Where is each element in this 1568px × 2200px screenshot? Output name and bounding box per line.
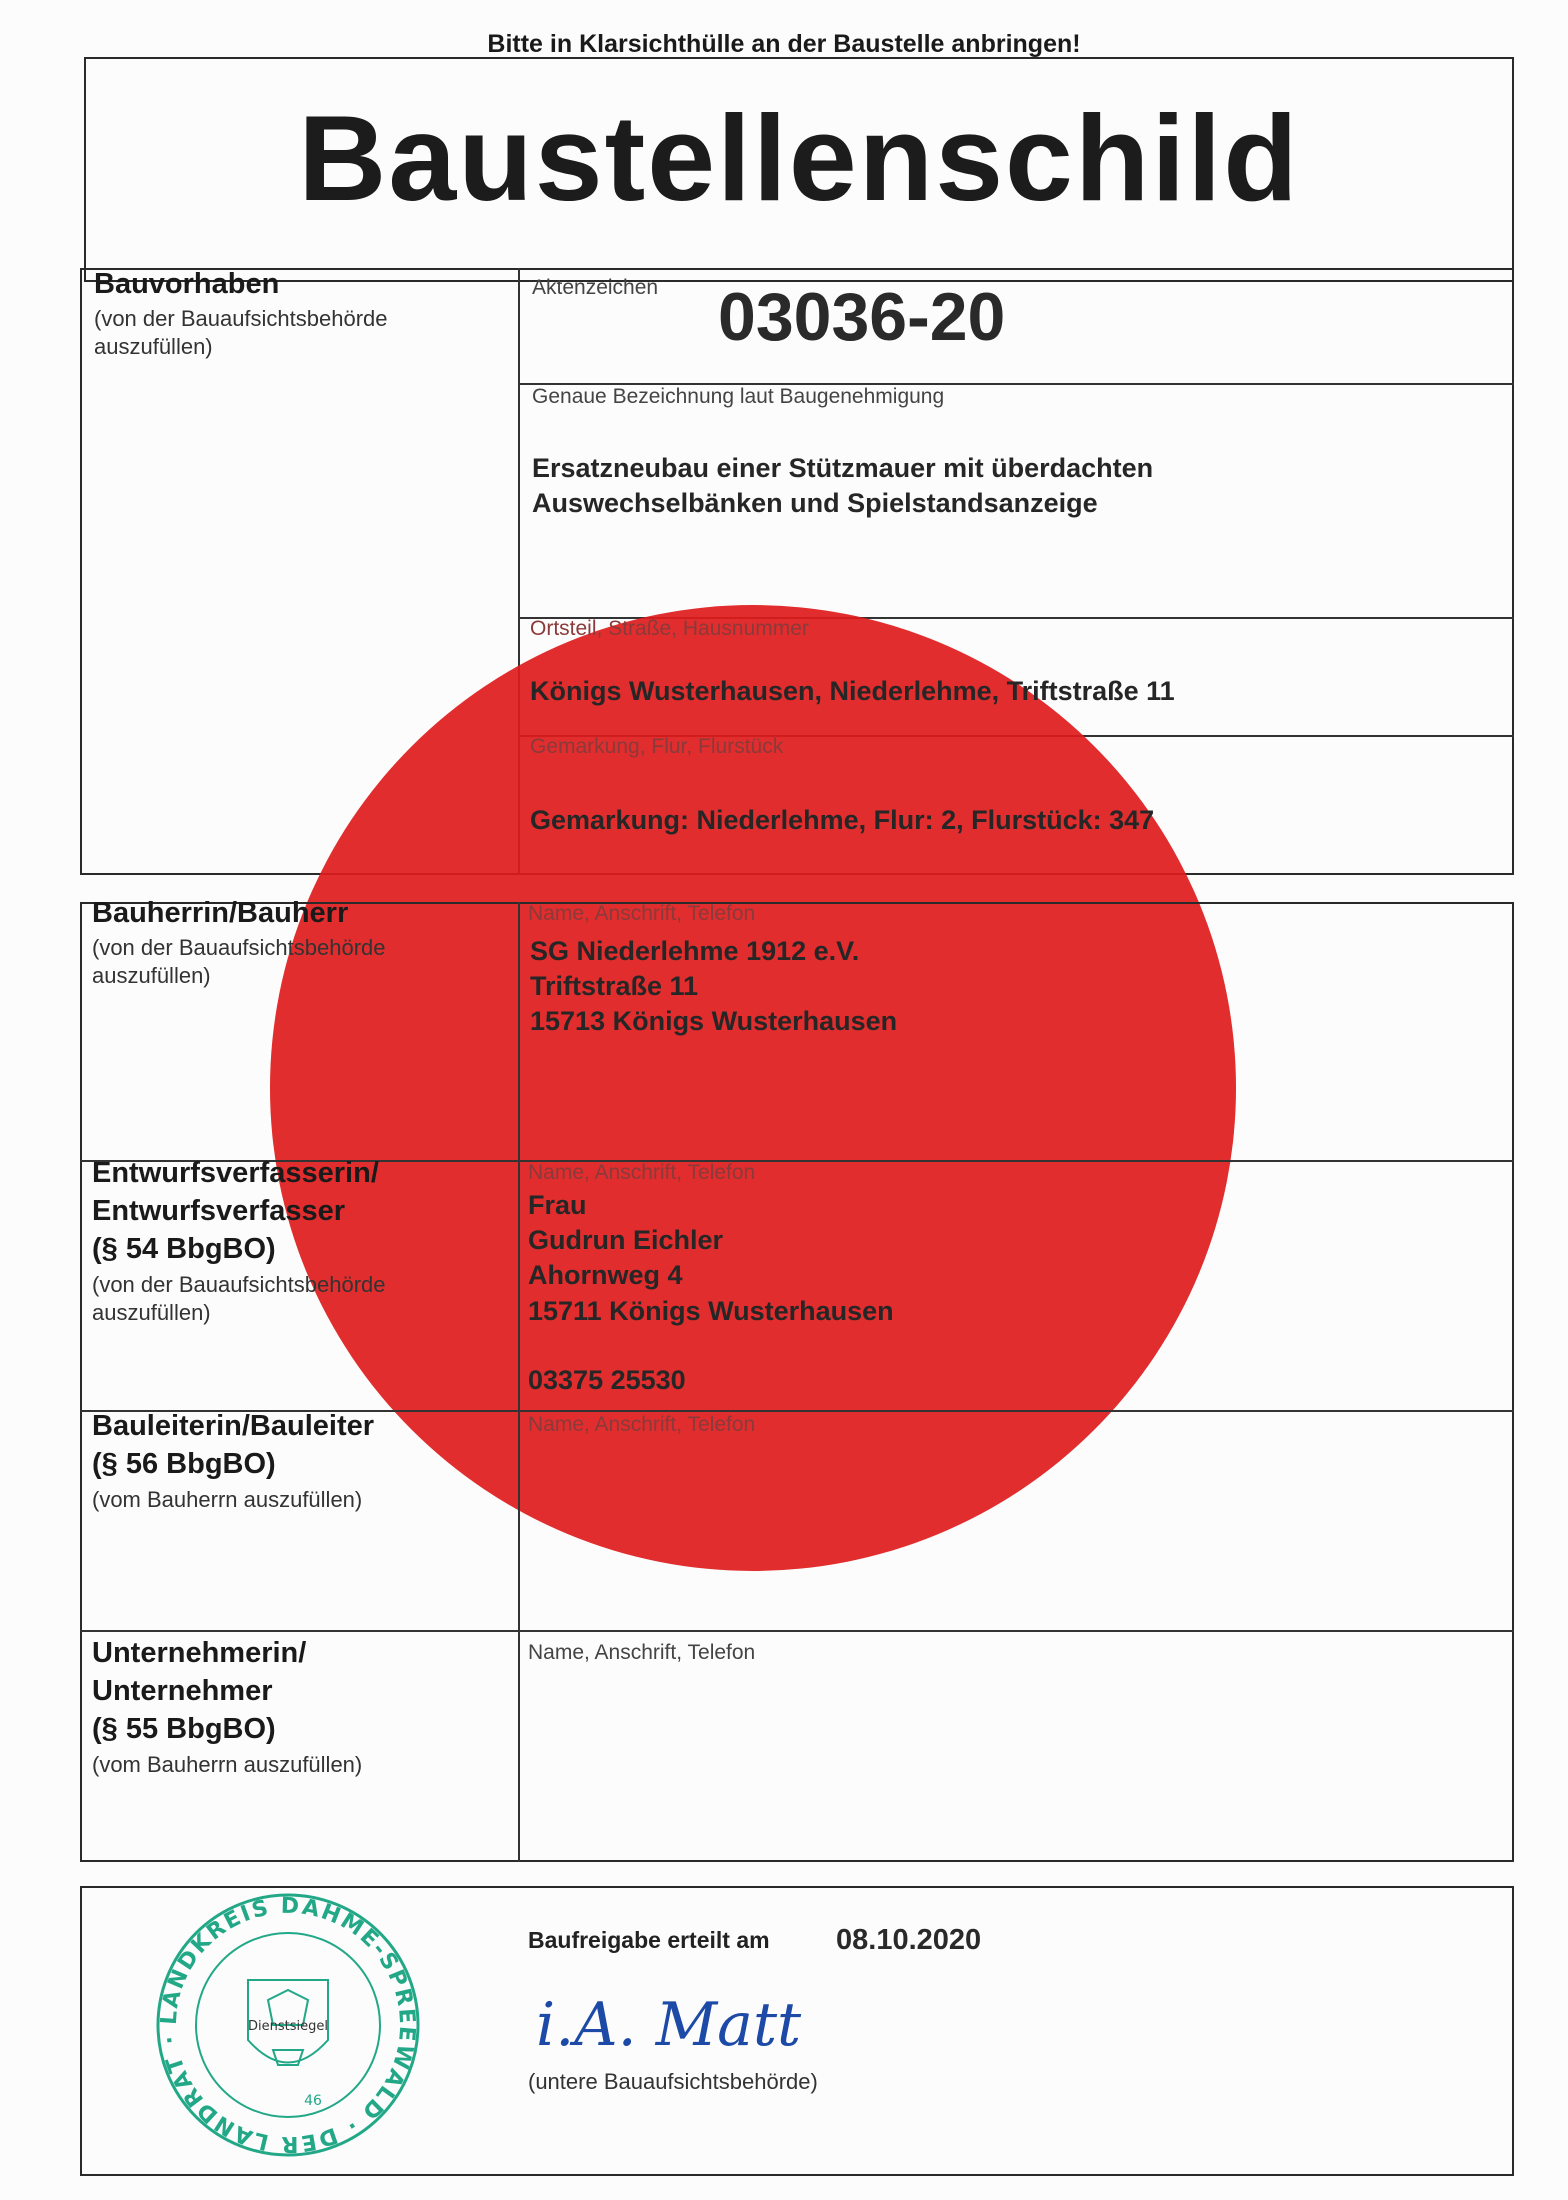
parties-frame — [80, 902, 1514, 1862]
bezeichnung-line-1: Ersatzneubau einer Stützmauer mit überdachten — [532, 453, 1154, 483]
bauherr-line-2: Triftstraße 11 — [530, 971, 699, 1001]
entwurf-heading-line-2: Entwurfsverfasser — [92, 1195, 346, 1227]
entwurf-sub: (von der Bauaufsichtsbehörde auszufüllen) — [92, 1272, 386, 1325]
top-note: Bitte in Klarsichthülle an der Baustelle anbringen! — [487, 30, 1081, 58]
entwurf-heading-line-3: (§ 54 BbgBO) — [92, 1233, 276, 1265]
bauherr-line-3: 15713 Königs Wusterhausen — [530, 1006, 898, 1036]
signature: i.A. Matt — [536, 1990, 802, 2060]
parties-divider — [518, 902, 520, 1862]
unternehmer-heading-line-3: (§ 55 BbgBO) — [92, 1713, 276, 1745]
entwurf-line-4: 15711 Königs Wusterhausen — [528, 1296, 894, 1326]
bezeichnung-label: Genaue Bezeichnung laut Baugenehmigung — [532, 385, 945, 408]
gemarkung-value: Gemarkung: Niederlehme, Flur: 2, Flurstück: 347 — [530, 805, 1155, 835]
unternehmer-heading-line-2: Unternehmer — [92, 1675, 273, 1707]
entwurf-phone: 03375 25530 — [528, 1365, 686, 1395]
bauherr-field-label: Name, Anschrift, Telefon — [528, 902, 756, 925]
bauleiter-heading-line-1: Bauleiterin/Bauleiter — [92, 1410, 375, 1442]
aktenzeichen-label: Aktenzeichen — [532, 276, 659, 299]
divider — [80, 1630, 1514, 1632]
entwurf-line-2: Gudrun Eichler — [528, 1225, 724, 1255]
gemarkung-label: Gemarkung, Flur, Flurstück — [530, 735, 784, 758]
bauleiter-field-label: Name, Anschrift, Telefon — [528, 1413, 756, 1436]
bauherr-sub: (von der Bauaufsichtsbehörde auszufüllen) — [92, 935, 386, 988]
bauherr-line-1: SG Niederlehme 1912 e.V. — [530, 936, 860, 966]
bauherr-heading: Bauherrin/Bauherr — [92, 897, 349, 929]
entwurf-line-1: Frau — [528, 1190, 587, 1220]
freigabe-label: Baufreigabe erteilt am — [528, 1927, 770, 1953]
stamp-ring-text: LANDKREIS DAHME-SPREEWALD · DER LANDRAT · — [156, 1893, 420, 2157]
aktenzeichen-value: 03036-20 — [718, 279, 1006, 355]
ort-label: Ortsteil, Straße, Hausnummer — [530, 617, 809, 640]
official-stamp — [138, 1890, 438, 2160]
entwurf-line-3: Ahornweg 4 — [528, 1260, 683, 1290]
unternehmer-sub: (vom Bauherrn auszufüllen) — [92, 1752, 363, 1777]
bauleiter-heading-line-2: (§ 56 BbgBO) — [92, 1448, 276, 1480]
entwurf-field-label: Name, Anschrift, Telefon — [528, 1161, 756, 1184]
bauvorhaben-heading: Bauvorhaben — [94, 268, 280, 300]
freigabe-date: 08.10.2020 — [836, 1924, 982, 1956]
ort-value: Königs Wusterhausen, Niederlehme, Triftstraße 11 — [530, 676, 1175, 706]
bauvorhaben-sub: (von der Bauaufsichtsbehörde auszufüllen) — [94, 306, 388, 359]
unternehmer-field-label: Name, Anschrift, Telefon — [528, 1641, 756, 1664]
unternehmer-heading-line-1: Unternehmerin/ — [92, 1637, 307, 1669]
entwurf-heading-line-1: Entwurfsverfasserin/ — [92, 1157, 379, 1189]
bauleiter-sub: (vom Bauherrn auszufüllen) — [92, 1487, 363, 1512]
stamp-number: 46 — [304, 2093, 322, 2109]
stamp-center-text: Dienstsiegel — [248, 2019, 328, 2034]
freigabe-authority: (untere Bauaufsichtsbehörde) — [528, 2069, 818, 2094]
bezeichnung-line-2: Auswechselbänken und Spielstandsanzeige — [532, 488, 1098, 518]
page-title: Baustellenschild — [298, 90, 1300, 226]
